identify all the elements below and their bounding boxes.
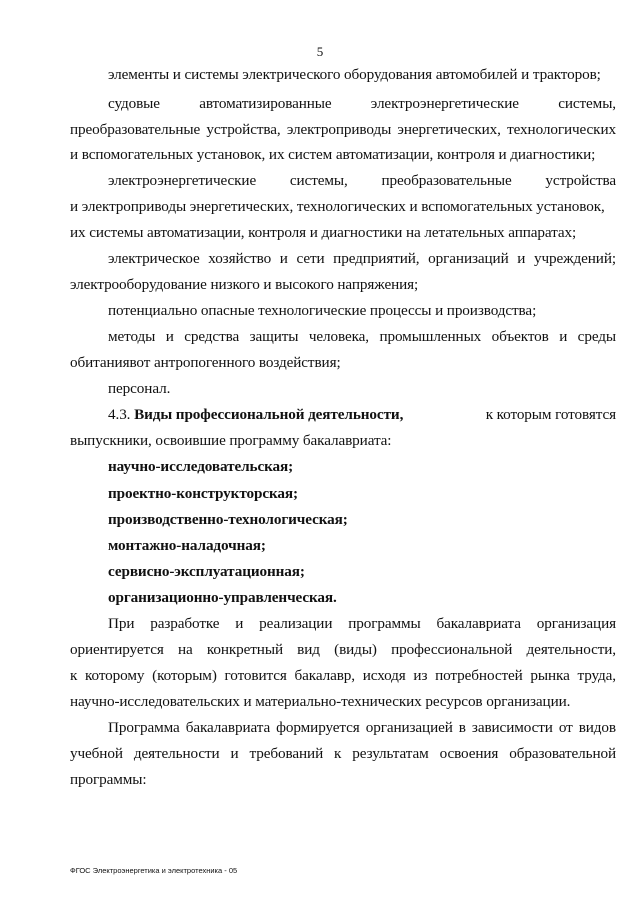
list-item: судовые автоматизированные электроэнергетические системы, — [108, 95, 616, 112]
paragraph-line: учебной деятельности и требований к результатам освоения образовательной — [70, 745, 616, 762]
activity-item: организационно-управленческая. — [108, 589, 337, 606]
document-footer: ФГОС Электроэнергетика и электротехника - 05 — [70, 866, 238, 875]
paragraph-line: Программа бакалавриата формируется организацией в зависимости от видов — [108, 719, 616, 736]
list-item: электрическое хозяйство и сети предприятий, организаций и учреждений; — [108, 250, 616, 267]
list-item: электроэнергетические системы, преобразовательные устройства — [108, 172, 616, 189]
list-item-cont: и вспомогательных установок, их систем автоматизации, контроля и диагностики; — [70, 146, 596, 163]
page-number: 5 — [316, 44, 324, 59]
list-item: персонал. — [108, 380, 171, 397]
activity-item: сервисно-эксплуатационная; — [108, 563, 305, 580]
list-item-cont: обитаниявот антропогенного воздействия; — [70, 354, 341, 371]
paragraph-line: научно-исследовательских и материально-технических ресурсов организации. — [70, 693, 571, 710]
section-number: 4.3. Виды профессиональной деятельности, — [108, 406, 404, 423]
list-item: методы и средства защиты человека, промышленных объектов и среды — [108, 328, 616, 345]
activity-item: проектно-конструкторская; — [108, 485, 298, 502]
paragraph-line: программы: — [70, 771, 147, 788]
list-item-cont: электрооборудование низкого и высокого напряжения; — [70, 276, 419, 293]
activity-item: научно-исследовательская; — [108, 458, 294, 475]
list-item-cont: их системы автоматизации, контроля и диагностики на летательных аппаратах; — [70, 224, 577, 241]
activity-item: производственно-технологическая; — [108, 511, 348, 528]
section-heading-cont: выпускники, освоившие программу бакалавриата: — [70, 432, 392, 449]
list-item: элементы и системы электрического оборудования автомобилей и тракторов; — [108, 66, 601, 83]
paragraph-line: к которому (которым) готовится бакалавр, исходя из потребностей рынка труда, — [70, 667, 616, 684]
list-item: потенциально опасные технологические процессы и производства; — [108, 302, 537, 319]
section-heading-rest: к которым готовятся — [485, 406, 616, 423]
section-heading — [108, 406, 616, 424]
activity-item: монтажно-наладочная; — [108, 537, 266, 554]
list-item-cont: преобразовательные устройства, электроприводы энергетических, технологических — [70, 121, 616, 138]
paragraph-line: При разработке и реализации программы бакалавриата организация — [108, 615, 616, 632]
list-item-cont: и электроприводы энергетических, технологических и вспомогательных установок, — [70, 198, 605, 215]
paragraph-line: ориентируется на конкретный вид (виды) профессиональной деятельности, — [70, 641, 616, 658]
